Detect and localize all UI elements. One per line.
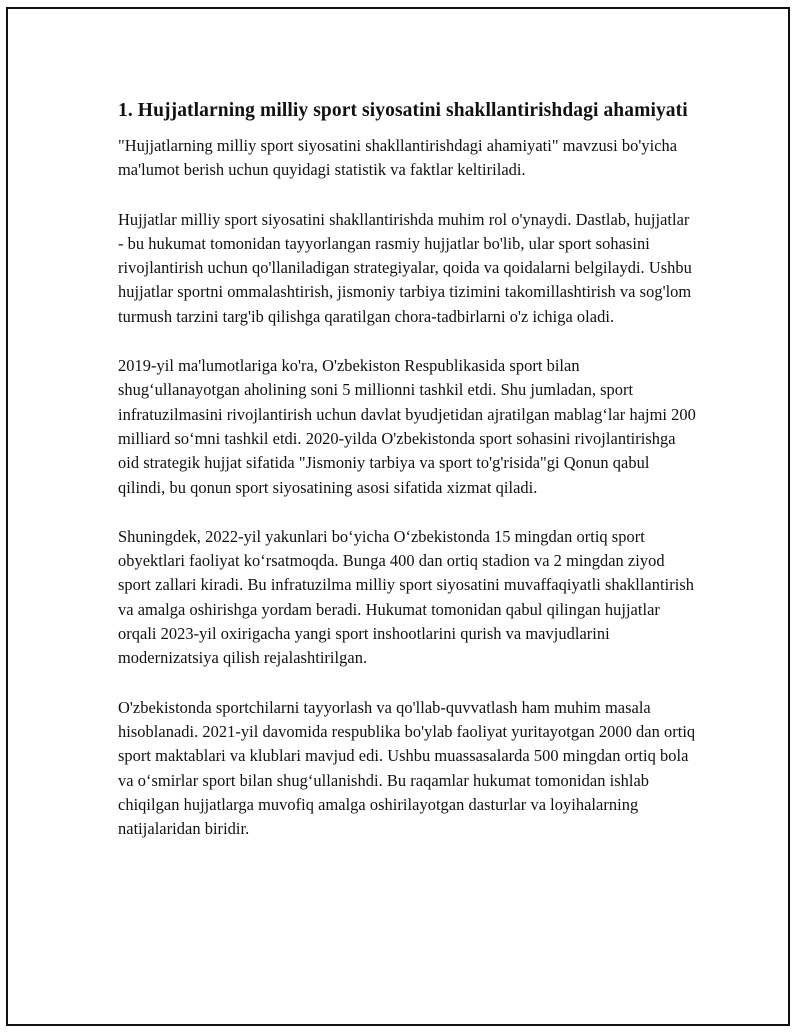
section-heading: 1. Hujjatlarning milliy sport siyosatini shakllantirishdagi ahamiyati <box>118 100 688 121</box>
paragraph-2022-infrastructure: Shuningdek, 2022-yil yakunlari bo‘yicha O‘zbekistonda 15 mingdan ortiq sport obyektlari faoliyat ko‘rsatmoqda. Bunga 400 dan ortiq stadion va 2 mingdan ziyod sport zallari kiradi. Bu infratuzilma milliy sport siyosatini muvaffaqiyatli shakllantirish va amalga oshirishga yordam beradi. Hukumat tomonidan qabul qilingan hujjatlar orqali 2023-yil oxirigacha yangi sport inshootlarini qurish va mavjudlarini modernizatsiya qilish rejalashtirilgan. <box>118 526 694 668</box>
paragraph-2019-statistics: 2019-yil ma'lumotlariga ko'ra, O'zbekiston Respublikasida sport bilan shug‘ullanayotgan aholining soni 5 millionni tashkil etdi. Shu jumladan, sport infratuzilmasini rivojlantirish uchun davlat byudjetidan ajratilgan mablag‘lar hajmi 200 milliard so‘mni tashkil etdi. 2020-yilda O'zbekistonda sport sohasini rivojlantirishga oid strategik hujjat sifatida "Jismoniy tarbiya va sport to'g'risida"gi Qonun qabul qilindi, bu qonun sport siyosatining asosi sifatida xizmat qiladi. <box>118 356 696 497</box>
document-page <box>6 7 790 1026</box>
intro-paragraph: "Hujjatlarning milliy sport siyosatini shakllantirishdagi ahamiyati" mavzusi bo'yicha ma'lumot berish uchun quyidagi statistik va faktlar keltiriladi. <box>118 136 678 180</box>
paragraph-role-of-documents: Hujjatlar milliy sport siyosatini shakllantirishda muhim rol o'ynaydi. Dastlab, hujjatlar - bu hukumat tomonidan tayyorlangan rasmiy hujjatlar bo'lib, ular sport sohasini rivojlantirish uchun qo'llaniladigan strategiyalar, qoida va qoidalarni belgilaydi. Ushbu hujjatlar sportni ommalashtirish, jismoniy tarbiya tizimini takomillashtirish va sog'lom turmush tarzini targ'ib qilishga qaratilgan chora-tadbirlarni o'z ichiga oladi. <box>118 209 692 326</box>
paragraph-athlete-training: O'zbekistonda sportchilarni tayyorlash va qo'llab-quvvatlash ham muhim masala hisoblanadi. 2021-yil davomida respublika bo'ylab faoliyat yuritayotgan 2000 dan ortiq sport maktablari va klublari mavjud edi. Ushbu muassasalarda 500 mingdan ortiq bola va o‘smirlar sport bilan shug‘ullanishdi. Bu raqamlar hukumat tomonidan ishlab chiqilgan hujjatlarga muvofiq amalga oshirilayotgan dasturlar va loyihalarning natijalaridan biridir. <box>118 697 696 839</box>
document-body <box>118 98 698 866</box>
